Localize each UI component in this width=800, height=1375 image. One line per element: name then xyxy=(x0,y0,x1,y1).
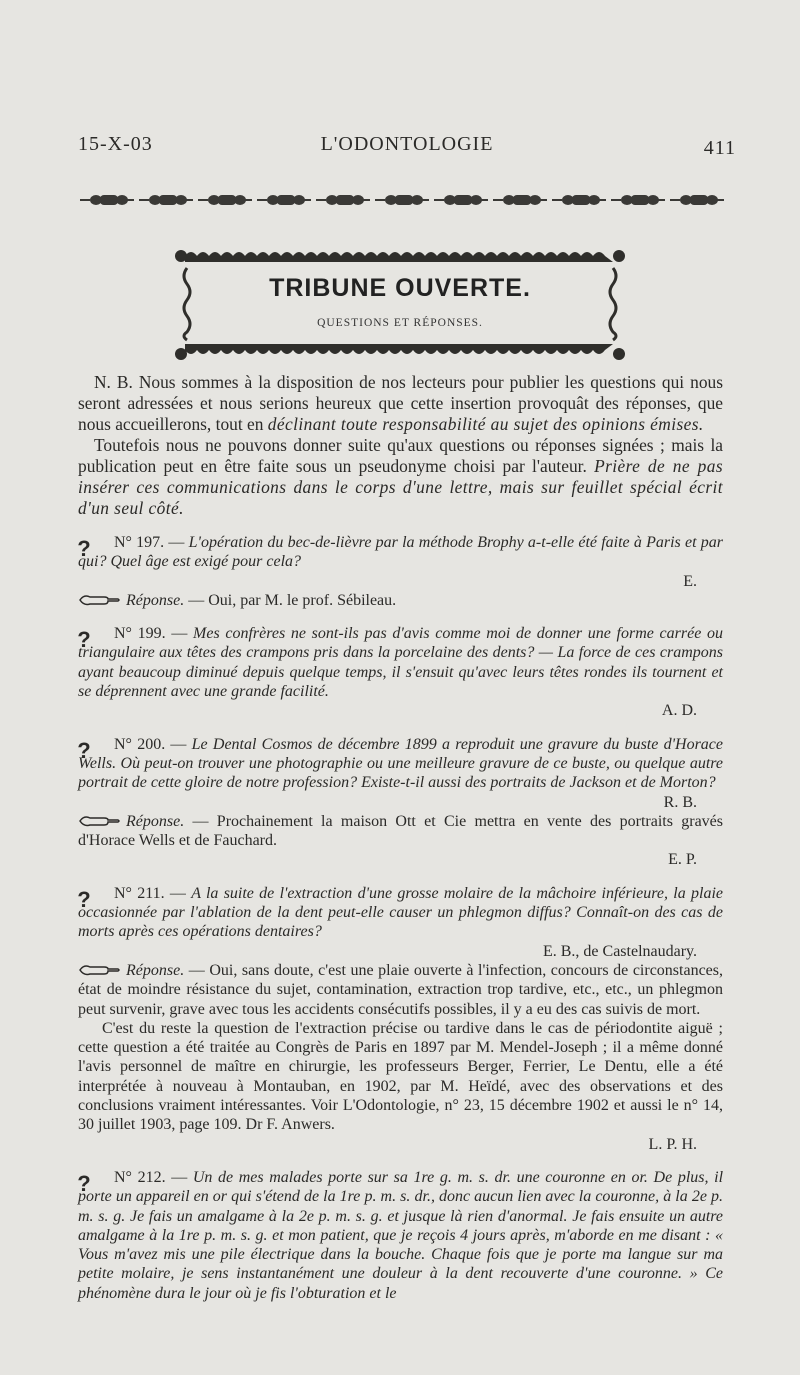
question-text: N° 200. — Le Dental Cosmos de décembre 1899 a reproduit une gravure du buste d'Horace Wells. Où peut-on trouver une photographie ou une meilleure gravure de ce buste, ou quelque autre portrait de cette gloire de notre profession? Existe-t-il aussi des portraits de Jackson et de Morton? xyxy=(78,735,723,792)
response-signature: E. P. xyxy=(668,851,697,869)
question-mark-icon: ? xyxy=(77,886,91,912)
question-text: N° 197. — L'opération du bec-de-lièvre par la méthode Brophy a-t-elle été faite à Paris et par qui? Quel âge est exigé pour cela? xyxy=(78,534,724,571)
ornament-band xyxy=(78,189,726,211)
page-number: 411 xyxy=(703,137,736,159)
question-signature: E. B., de Castelnaudary. xyxy=(542,942,697,960)
question-211 xyxy=(78,884,723,1154)
question-mark-icon: ? xyxy=(77,627,91,653)
response-paragraph-2: C'est du reste la question de l'extraction précise ou tardive dans le cas de périodontite aiguë ; cette question a été traitée au Congrès de Paris en 1897 par M. Mendel-Joseph ; il a même donné l'avis personnel de maître en chirurgie, les professeurs Berger, Ferrier, Le Dentu, elle a été interprétée à nouveau à Montauban, en 1902, par M. Heïdé, avec des observations et des conclusions vraiment intéressantes. Voir L'Odontologie, n° 23, 15 décembre 1902 et aussi le n° 14, 30 juillet 1903, page 109. Dr F. Anwers. xyxy=(78,1019,723,1134)
question-mark-icon: ? xyxy=(77,737,91,763)
running-header xyxy=(78,133,736,163)
section-title: TRIBUNE OUVERTE. xyxy=(269,274,531,302)
pointing-hand-icon xyxy=(78,815,122,827)
section-title-box xyxy=(173,244,627,366)
question-signature: E. xyxy=(683,572,697,590)
response: Réponse. — Prochainement la maison Ott et Cie mettra en vente des portraits gravés d'Horace Wells et de Fauchard. xyxy=(78,812,723,850)
response: Réponse. — Oui, par M. le prof. Sébileau. xyxy=(78,591,723,610)
question-212 xyxy=(78,1168,723,1303)
pointing-hand-icon xyxy=(78,964,122,976)
question-text: N° 212. — Un de mes malades porte sur sa 1re g. m. s. dr. une couronne en or. De plus, il porte un appareil en or qui s'étend de la 1re p. m. s. dr., donc aucun lien avec la couronne, à la 2e p. m. s. g. Je fais un amalgame à la 2e p. m. s. g. et jusque là rien d'anormal. Je fais ensuite un autre amalgame à la 1re p. m. s. g. et mon patient, que je reçois 4 jours après, m'aborde en me disant : « Vous m'avez mis une pile électrique dans la bouche. Chaque fois que je porte ma langue sur ma petite molaire, je sens instantanément une douleur à la dent recouverte d'une couronne. » Ce phénomène dura le jour où je fis l'obturation et le xyxy=(78,1168,724,1302)
editorial-note xyxy=(78,372,723,519)
article-body xyxy=(78,372,723,1303)
question-200 xyxy=(78,735,723,870)
header-journal-title: L'ODONTOLOGIE xyxy=(320,133,494,155)
response: Réponse. — Oui, sans doute, c'est une plaie ouverte à l'infection, concours de circonstances, état de moindre résistance du sujet, contamination, extraction trop tardive, etc., etc., un phlegmon peut survenir, grave avec tous les accidents consécutifs possibles, il y a eu des cas suivis de mort. xyxy=(78,961,723,1018)
question-signature: A. D. xyxy=(661,702,697,720)
header-date: 15-X-03 xyxy=(78,133,153,155)
question-197 xyxy=(78,533,723,610)
question-199 xyxy=(78,624,723,720)
question-text: N° 211. — A la suite de l'extraction d'une grosse molaire de la mâchoire inférieure, la plaie occasionnée par l'ablation de la dent peut-elle causer un phlegmon diffus? Connaît-on des cas de morts après ces opérations dentaires? xyxy=(78,884,724,941)
question-mark-icon: ? xyxy=(77,1170,91,1196)
intro-paragraph-2: Toutefois nous ne pouvons donner suite qu'aux questions ou réponses signées ; mais la publication peut en être faite sous un pseudonyme choisi par l'auteur. Prière de ne pas insérer ces communications dans le corps d'une lettre, mais sur feuillet spécial écrit d'un seul côté. xyxy=(78,435,723,518)
question-signature: R. B. xyxy=(663,793,697,811)
intro-paragraph-1: N. B. Nous sommes à la disposition de nos lecteurs pour publier les questions qui nous seront adressées et nous serions heureux que cette insertion provoquât des réponses, que nous accueillerons, tout en déclinant toute responsabilité au sujet des opinions émises. xyxy=(78,372,723,434)
decorative-frame xyxy=(173,244,627,366)
pointing-hand-icon xyxy=(78,594,122,606)
question-mark-icon: ? xyxy=(77,536,91,561)
section-subtitle: QUESTIONS ET RÉPONSES. xyxy=(317,317,483,329)
question-text: N° 199. — Mes confrères ne sont-ils pas d'avis comme moi de donner une forme carrée ou triangulaire aux têtes des crampons pris dans la porcelaine des dents? — La force de ces crampons ayant beaucoup diminué depuis quelque temps, il s'ensuit qu'avec leurs têtes rondes ils tournent et se déprennent avec une grande facilité. xyxy=(78,625,724,701)
response-signature: L. P. H. xyxy=(648,1135,697,1153)
